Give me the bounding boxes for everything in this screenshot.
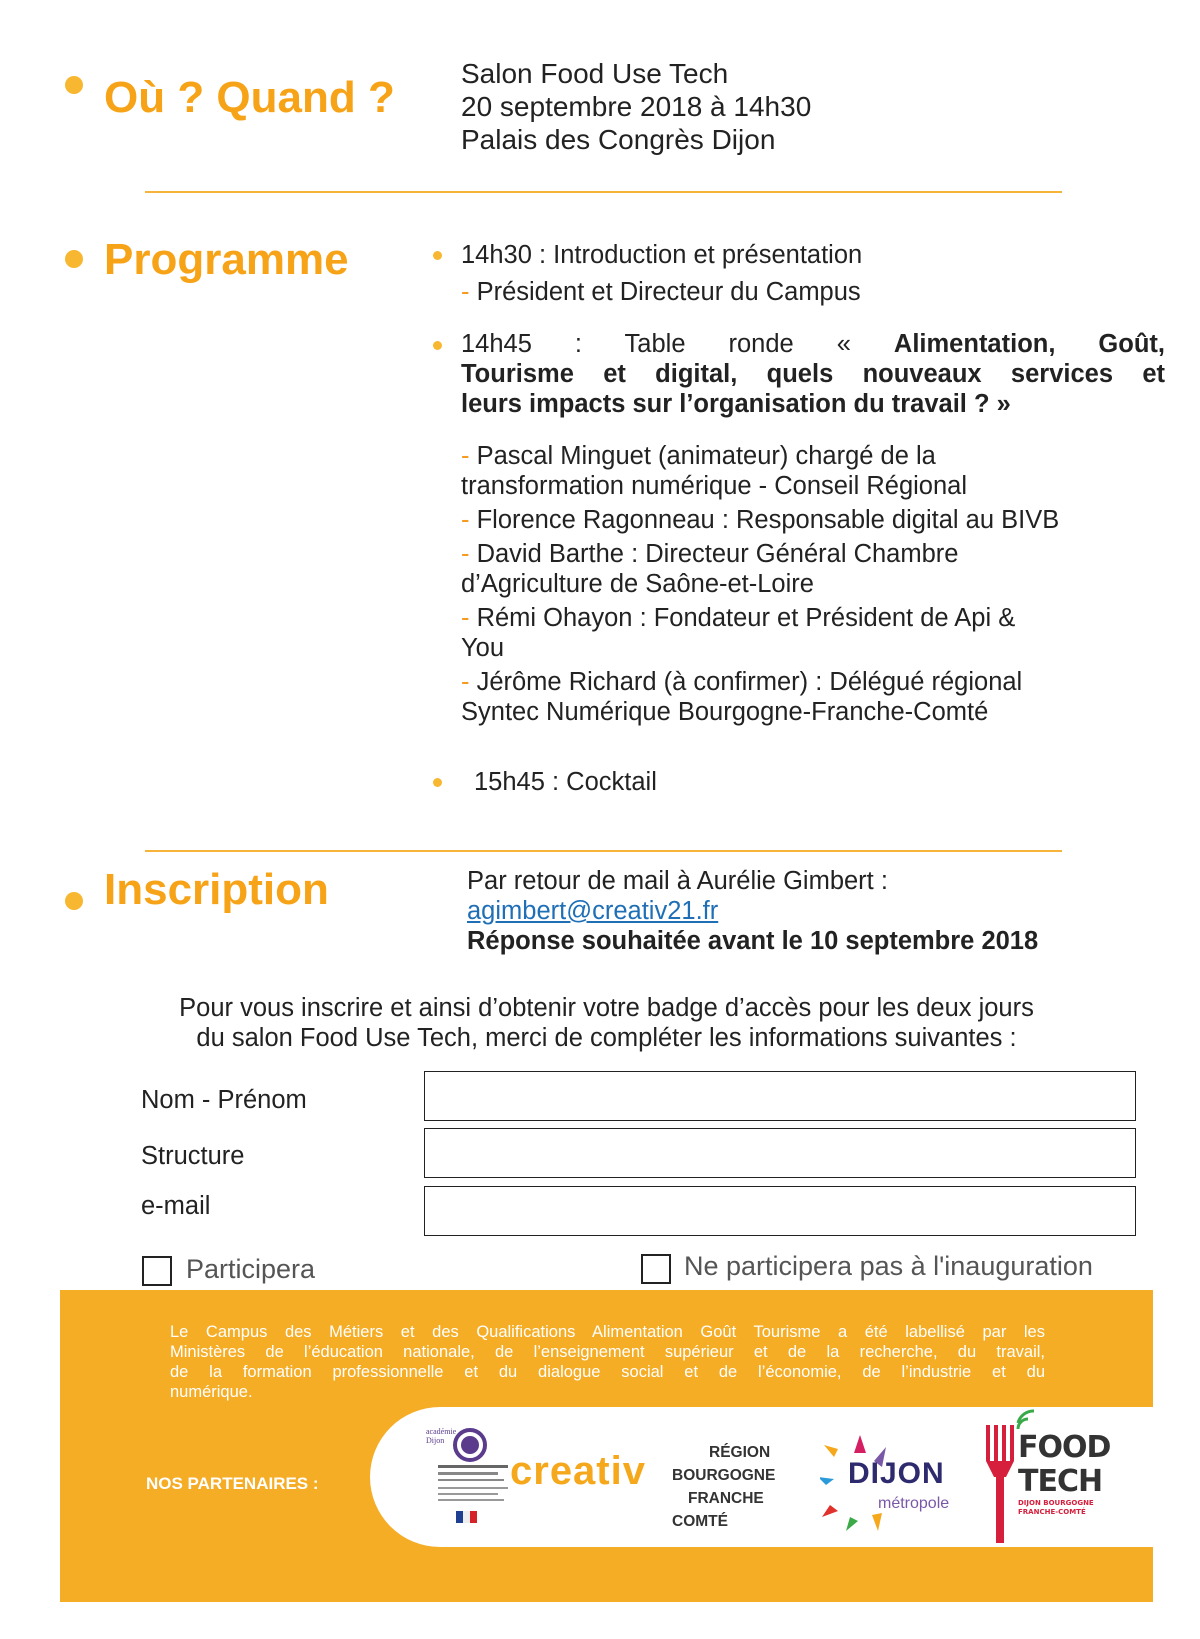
not-participate-checkbox[interactable]	[641, 1254, 671, 1284]
participate-label: Participera	[186, 1254, 316, 1284]
structure-field[interactable]	[424, 1128, 1136, 1178]
round-table-title-3: leurs impacts sur l’organisation du travail ? »	[461, 390, 1011, 418]
speaker-item: - Rémi Ohayon : Fondateur et Président de Api & You	[461, 604, 1016, 662]
programme-item-2	[461, 329, 1165, 419]
divider	[145, 850, 1062, 852]
section-bullet	[65, 76, 83, 94]
round-table-time: 14h45 : Table ronde «	[461, 330, 894, 358]
event-details	[461, 57, 811, 156]
speaker-item: - Florence Ragonneau : Responsable digital au BIVB	[461, 506, 1060, 534]
round-table-title-2: Tourisme et digital, quels nouveaux services et	[461, 360, 1165, 388]
name-label: Nom - Prénom	[141, 1086, 307, 1114]
dijon-metropole-logo	[820, 1427, 970, 1537]
event-place: Palais des Congrès Dijon	[461, 124, 776, 155]
speaker-item: - David Barthe : Directeur Général Chambre d’Agriculture de Saône-et-Loire	[461, 540, 959, 598]
fork-icon	[980, 1415, 1020, 1547]
list-bullet	[433, 251, 442, 260]
email-field[interactable]	[424, 1186, 1136, 1236]
academie-logo	[408, 1423, 518, 1533]
speaker-item: - Pascal Minguet (animateur) chargé de la transformation numérique - Conseil Régional	[461, 442, 968, 500]
event-name: Salon Food Use Tech	[461, 58, 729, 89]
partners-label: NOS PARTENAIRES :	[146, 1474, 319, 1493]
list-bullet	[433, 341, 442, 350]
participate-checkbox[interactable]	[142, 1256, 172, 1286]
divider	[145, 191, 1062, 193]
programme-item-1-sub-text: Président et Directeur du Campus	[476, 278, 861, 306]
speaker-item: - Jérôme Richard (à confirmer) : Délégué régional Syntec Numérique Bourgogne-Franche-Comté	[461, 668, 1023, 726]
list-bullet	[433, 778, 442, 787]
section-bullet	[65, 250, 83, 268]
academie-logo-text: académie Dijon	[426, 1427, 457, 1445]
dijon-wordmark: DIJON	[848, 1457, 945, 1490]
inscription-info	[467, 866, 1038, 956]
section-bullet	[65, 892, 83, 910]
metropole-wordmark: métropole	[878, 1495, 950, 1512]
name-field[interactable]	[424, 1071, 1136, 1121]
academie-emblem-icon	[408, 1423, 518, 1533]
speakers-list	[461, 441, 1181, 727]
region-logo: RÉGION BOURGOGNE FRANCHE COMTÉ	[672, 1444, 776, 1530]
foodtech-wordmark: FOOD TECH DIJON BOURGOGNE FRANCHE-COMTÉ	[1018, 1430, 1111, 1516]
where-when-heading: Où ? Quand ?	[104, 73, 395, 122]
inscription-heading: Inscription	[104, 865, 329, 914]
round-table-title-1: Alimentation, Goût,	[893, 330, 1165, 358]
deadline-text: Réponse souhaitée avant le 10 septembre 2018	[467, 927, 1039, 955]
event-date: 20 septembre 2018 à 14h30	[461, 91, 812, 122]
foodtech-logo	[980, 1407, 1111, 1547]
email-label: e-mail	[141, 1192, 211, 1220]
contact-email-link[interactable]: agimbert@creativ21.fr	[467, 897, 719, 925]
programme-heading: Programme	[104, 235, 349, 284]
programme-item-1-sub: - Président et Directeur du Campus	[461, 278, 861, 306]
form-intro: Pour vous inscrire et ainsi d’obtenir votre badge d’accès pour les deux jours du salon Food Use Tech, merci de compléter les informations suivantes :	[179, 994, 1034, 1052]
inscription-line: Par retour de mail à Aurélie Gimbert :	[467, 867, 888, 895]
footer-text: Le Campus des Métiers et des Qualifications Alimentation Goût Tourisme a été labellisé par les Ministères de l’éducation nationale, de l’enseignement supérieur et de la recherche, du travail, de la formation professionnelle et du dialogue social et de l’économie, de l’industrie et du numérique.	[170, 1323, 1045, 1401]
structure-label: Structure	[141, 1142, 245, 1170]
partners-logo-panel	[370, 1407, 1153, 1547]
programme-item-1: 14h30 : Introduction et présentation	[461, 241, 863, 269]
not-participate-label: Ne participera pas à l'inauguration	[684, 1251, 1093, 1281]
footer-banner	[60, 1290, 1153, 1602]
creativ-logo: creativ	[510, 1449, 646, 1493]
programme-item-3: 15h45 : Cocktail	[474, 768, 657, 796]
